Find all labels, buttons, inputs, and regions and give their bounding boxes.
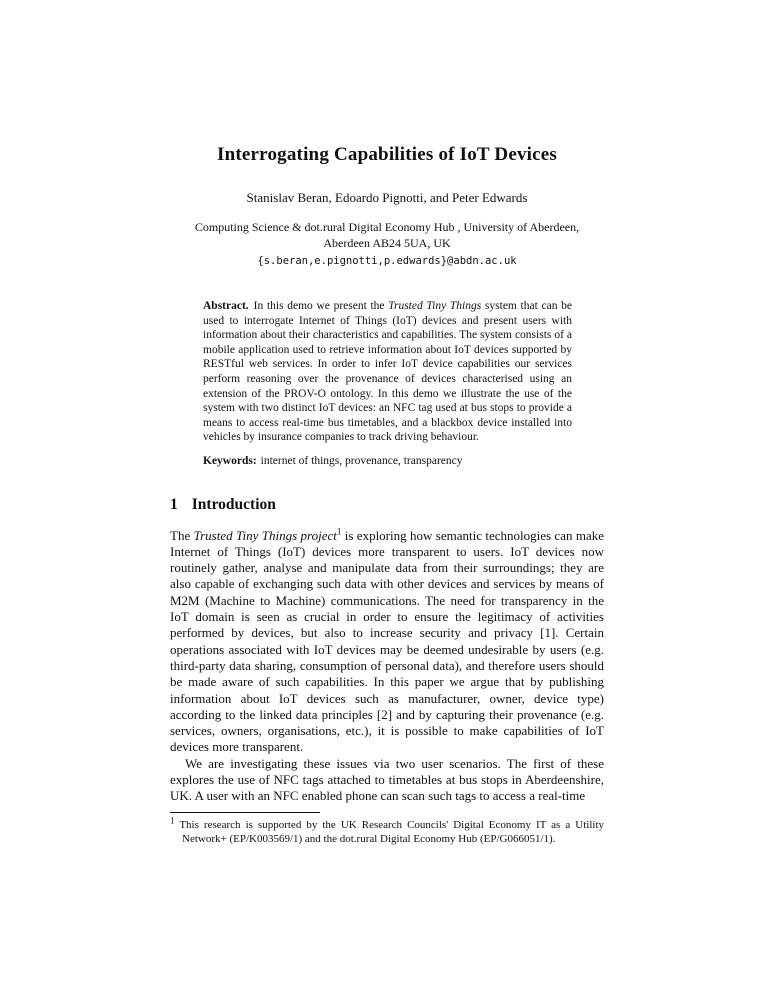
affiliation-line1: Computing Science & dot.rural Digital Economy Hub , University of Aberdeen, — [194, 220, 580, 234]
abstract-text-before-italic: In this demo we present the — [253, 300, 389, 312]
footnote-block — [170, 814, 604, 846]
affiliation-block — [170, 219, 604, 269]
section-1-heading — [170, 495, 604, 514]
intro-paragraph-1 — [170, 528, 604, 756]
footnote-text: This research is supported by the UK Research Councils' Digital Economy IT as a Utility Network+ (EP/K003569/1) and the dot.rural Digital Economy Hub (EP/G066051/1). — [174, 818, 604, 845]
footnote-marker: 1 — [170, 814, 175, 825]
keywords-line — [203, 454, 572, 469]
paragraph-1-text-before-italic: The — [170, 527, 194, 543]
footnote-reference-marker: 1 — [336, 526, 342, 537]
abstract-paragraph — [203, 299, 572, 445]
abstract-italic-phrase: Trusted Tiny Things — [388, 300, 482, 312]
author-emails: {s.beran,e.pignotti,p.edwards}@abdn.ac.uk — [257, 255, 517, 267]
section-1-title: Introduction — [191, 495, 276, 513]
section-1-number: 1 — [170, 495, 178, 513]
abstract-text-after-italic: system that can be used to interrogate Internet of Things (IoT) devices and present users with information about their characteristics and capabilities. The system consists of a mobile application used to retrieve information about IoT devices supported by RESTful web services. In order to infer IoT device capabilities our services perform reasoning over the provenance of devices characterised using an extension of the PROV-O ontology. In this demo we illustrate the use of the system with two distinct IoT devices: an NFC tag used at bus stops to provide a means to access real-time bus timetables, and a blackbox device installed into vehicles by insurance companies to track driving behaviour. — [203, 300, 572, 444]
intro-paragraph-2: We are investigating these issues via two user scenarios. The first of these explores the use of NFC tags attached to timetables at bus stops in Aberdeenshire, UK. A user with an NFC enabled phone can scan such tags to access a real-time — [170, 755, 604, 804]
author-line: Stanislav Beran, Edoardo Pignotti, and Peter Edwards — [246, 190, 528, 205]
abstract-label: Abstract. — [203, 300, 249, 312]
affiliation-line2: Aberdeen AB24 5UA, UK — [323, 236, 451, 250]
keywords-text: internet of things, provenance, transparency — [260, 454, 463, 467]
paragraph-1-italic-phrase: Trusted Tiny Things project — [193, 527, 337, 543]
paper-title: Interrogating Capabilities of IoT Devices — [217, 144, 557, 165]
paper-content — [170, 143, 604, 846]
paragraph-1-text-after-marker: is exploring how semantic technologies can make Internet of Things (IoT) devices more transparent to users. IoT devices now routinely gather, analyse and manipulate data from their surroundings; they are also capable of exchanging such data with other devices and services by means of M2M (Machine to Machine) communications. The need for transparency in the IoT domain is seen as crucial in order to ensure the legitimacy of activities performed by devices, but also to increase security and privacy [1]. Certain operations associated with IoT devices may be deemed undesirable by users (e.g. third-party data sharing, consumption of personal data), and therefore users should be made aware of such capabilities. In this paper we argue that by publishing information about IoT devices such as manufacturer, owner, device type) according to the linked data principles [2] and by capturing their provenance (e.g. services, owners, organisations, etc.), it is possible to make capabilities of IoT devices more transparent. — [170, 527, 604, 755]
footnote-separator-rule — [170, 812, 320, 813]
keywords-label: Keywords: — [203, 454, 257, 467]
